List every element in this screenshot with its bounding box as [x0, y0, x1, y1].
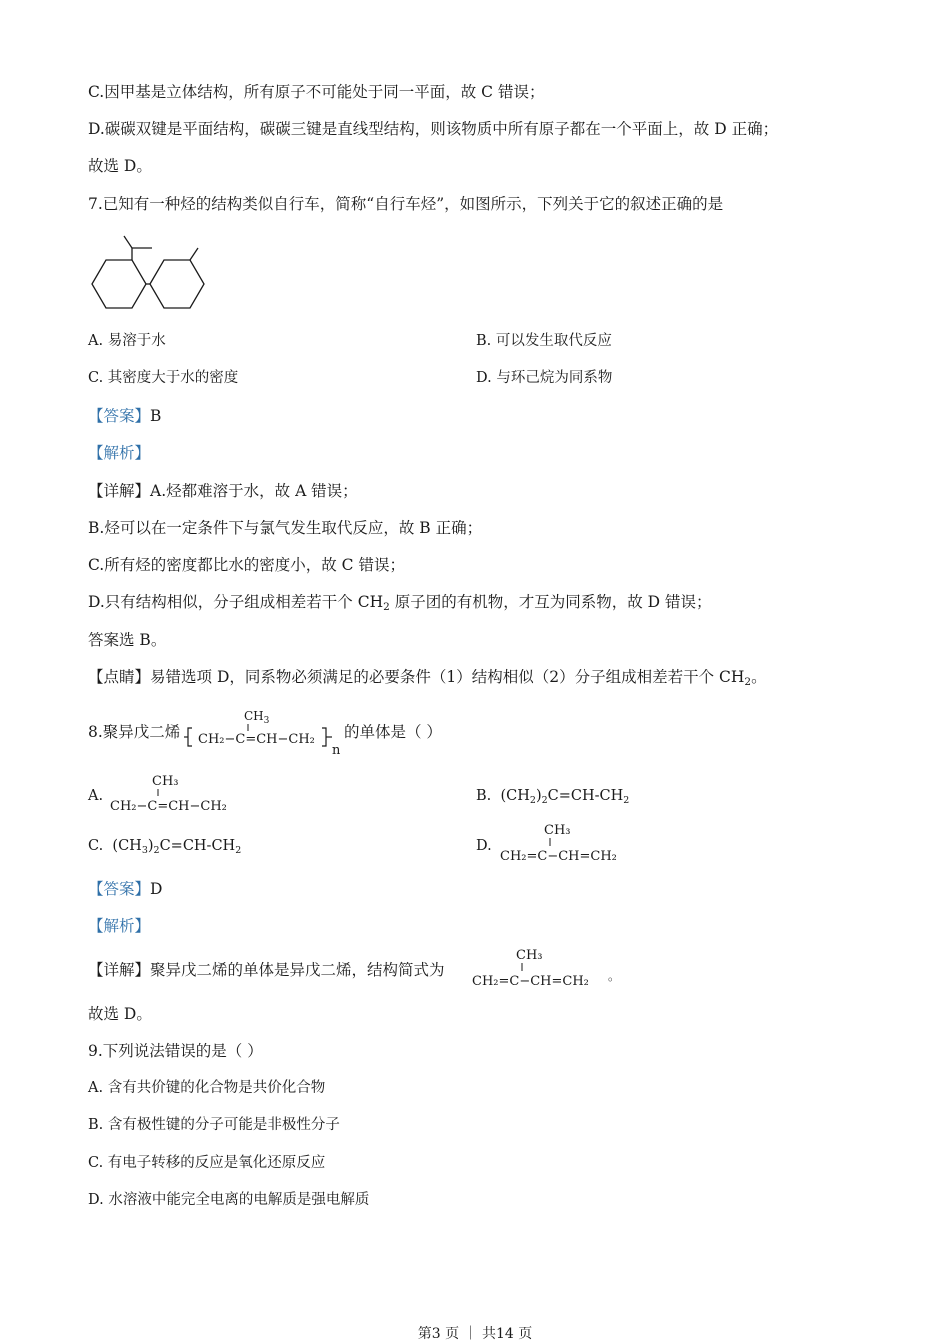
text-line: 故选 D。 — [88, 157, 152, 175]
q8-option-b: B. $(CH_2)_2C=CH-CH_2$ — [476, 788, 630, 806]
text-line: 答案选 B。 — [88, 631, 167, 649]
text-line: B.烃可以在一定条件下与氯气发生取代反应，故 B 正确； — [88, 519, 483, 537]
q9-option-a: A. 含有共价键的化合物是共价化合物 — [88, 1080, 326, 1096]
svg-text:CH₂=C−CH=CH₂: CH₂=C−CH=CH₂ — [500, 849, 617, 864]
svg-text:CH₂−C=CH−CH₂: CH₂−C=CH−CH₂ — [110, 799, 227, 814]
q8-option-c: C. $(CH_3)_2C=CH-CH_2$ — [88, 838, 242, 856]
question-9-stem: 9.下列说法错误的是（ ） — [88, 1042, 263, 1060]
q9-option-d: D. 水溶液中能完全电离的电解质是强电解质 — [88, 1192, 370, 1208]
q7-option-d: D. 与环己烷为同系物 — [476, 370, 613, 386]
detail-tag: 【详解】 — [88, 961, 151, 979]
answer-value: B — [150, 407, 162, 425]
detail-text: A.烃都难溶于水，故 A 错误； — [150, 482, 358, 500]
q8-analysis — [88, 916, 150, 936]
answer-tag: 【答案】 — [88, 407, 151, 425]
polyisoprene-formula — [184, 706, 344, 758]
analysis-tag: 【解析】 — [88, 917, 151, 935]
analysis-tag: 【解析】 — [88, 444, 151, 462]
bicycle-hydrocarbon-structure-diagram — [88, 228, 208, 318]
svg-text:CH₃: CH₃ — [516, 948, 543, 963]
q7-option-c: C. 其密度大于水的密度 — [88, 370, 239, 386]
text-line: D.只有结构相似，分子组成相差若干个 $CH_2$ 原子团的有机物，才互为同系物，故 D 错误； — [88, 593, 712, 613]
text-line: C.因甲基是立体结构，所有原子不可能处于同一平面，故 C 错误； — [88, 83, 545, 101]
q7-option-a: A. 易溶于水 — [88, 333, 166, 349]
svg-text:CH₃: CH₃ — [544, 823, 571, 838]
q7-analysis — [88, 443, 150, 463]
point-tag: 【点睛】 — [88, 668, 151, 686]
q8-option-a-label: A. — [88, 788, 104, 804]
svg-text:CH₃: CH₃ — [152, 774, 179, 789]
detail-tag: 【详解】 — [88, 482, 151, 500]
question-8-suffix: 的单体是（ ） — [344, 723, 442, 741]
answer-value: D — [150, 880, 163, 898]
question-7-stem: 7.已知有一种烃的结构类似自行车，简称“自行车烃”，如图所示，下列关于它的叙述正确的是 — [88, 195, 724, 213]
svg-text:CH₂−C=CH−CH₂: CH₂−C=CH−CH₂ — [198, 732, 315, 747]
svg-text:n: n — [332, 743, 341, 758]
page-footer: 第3 页 ｜ 共14 页 — [417, 1326, 533, 1342]
q8-option-a-formula — [110, 772, 250, 816]
q8-option-d-formula — [498, 820, 648, 866]
q7-point: 【点睛】易错选项 D，同系物必须满足的必要条件（1）结构相似（2）分子组成相差若干个 $CH_2$。 — [88, 668, 767, 688]
isoprene-formula — [470, 944, 620, 992]
text-line: C.所有烃的密度都比水的密度小，故 C 错误； — [88, 556, 405, 574]
q8-option-d-label: D. — [476, 838, 492, 854]
text-line: D.碳碳双键是平面结构，碳碳三键是直线型结构，则该物质中所有原子都在一个平面上，故 D 正确； — [88, 120, 779, 138]
answer-tag: 【答案】 — [88, 880, 151, 898]
svg-text:CH3: $CH_3$ — [244, 709, 270, 726]
svg-text:。: 。 — [608, 969, 620, 983]
q8-detail: 【详解】聚异戊二烯的单体是异戊二烯，结构简式为 — [88, 961, 445, 979]
q7-answer — [88, 406, 161, 426]
q8-answer — [88, 879, 162, 899]
q7-option-b: B. 可以发生取代反应 — [476, 333, 612, 349]
svg-text:CH₂=C−CH=CH₂: CH₂=C−CH=CH₂ — [472, 974, 589, 989]
text-line: 故选 D。 — [88, 1005, 152, 1023]
question-8-prefix: 8.聚异戊二烯 — [88, 723, 181, 741]
q7-detail — [88, 481, 358, 501]
q9-option-b: B. 含有极性键的分子可能是非极性分子 — [88, 1117, 340, 1133]
q9-option-c: C. 有电子转移的反应是氧化还原反应 — [88, 1155, 326, 1171]
